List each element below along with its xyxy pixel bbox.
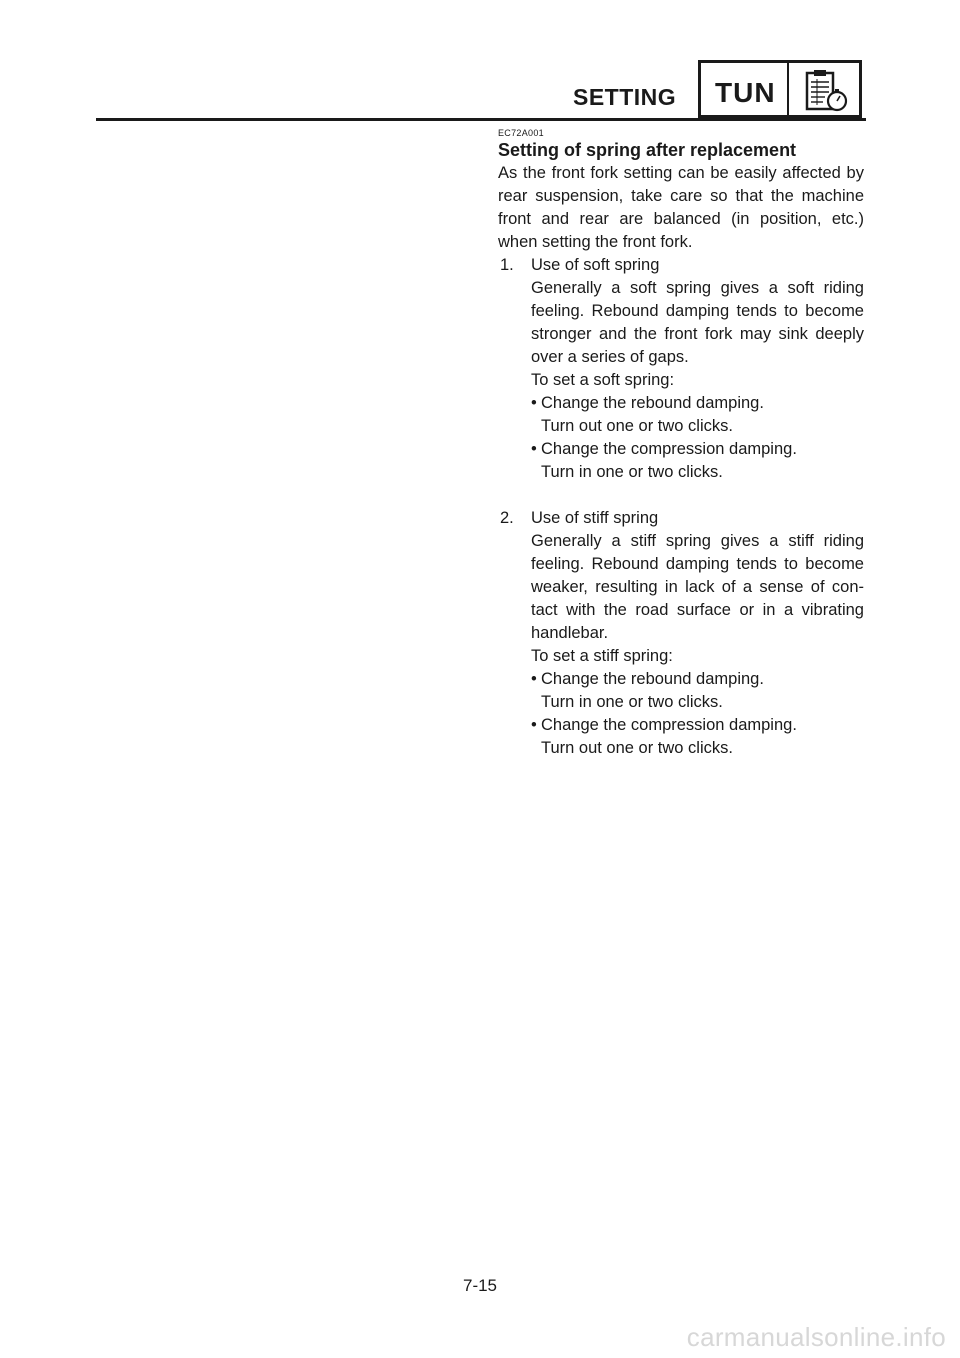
header-rule bbox=[96, 118, 866, 121]
chapter-tab-label: TUN bbox=[715, 77, 776, 108]
section-title: SETTING bbox=[573, 84, 677, 110]
list-item-number: 1. bbox=[500, 256, 514, 274]
chapter-tab-divider bbox=[787, 63, 789, 115]
chapter-tab bbox=[698, 60, 862, 118]
bullet-text: Change the rebound damping. bbox=[541, 394, 764, 412]
bullet-subtext: Turn in one or two clicks. bbox=[541, 693, 723, 711]
list-item-number: 2. bbox=[500, 509, 514, 527]
bullet-icon: • bbox=[531, 394, 537, 412]
bullet-icon: • bbox=[531, 670, 537, 688]
bullet-text: Change the rebound damping. bbox=[541, 670, 764, 688]
list-item bbox=[498, 507, 864, 760]
section-heading: Setting of spring after replacement bbox=[498, 140, 797, 160]
bullet-item bbox=[531, 392, 864, 415]
list-item-setup-label: To set a soft spring: bbox=[531, 371, 675, 389]
bullet-item bbox=[531, 714, 864, 737]
list-item-setup-label: To set a stiff spring: bbox=[531, 647, 673, 665]
bullet-item bbox=[531, 668, 864, 691]
bullet-subtext: Turn in one or two clicks. bbox=[541, 463, 723, 481]
page-number: 7-15 bbox=[462, 1276, 498, 1295]
list-item-description: Generally a soft spring gives a soft riding feeling. Rebound damping tends to become stronger and the front fork may sink deeply over a series of gaps. bbox=[531, 279, 864, 366]
bullet-text: Change the compression damping. bbox=[541, 440, 797, 458]
list-item bbox=[498, 254, 864, 484]
bullet-icon: • bbox=[531, 440, 537, 458]
list-item-description: Generally a stiff spring gives a stiff riding feeling. Rebound damping tends to become weaker, resulting in lack of a sense of con-tact with the road surface or in a vibrating handlebar. bbox=[531, 532, 864, 642]
list-item-title: Use of soft spring bbox=[531, 256, 660, 274]
bullet-item bbox=[531, 438, 864, 461]
main-content bbox=[498, 128, 864, 760]
intro-paragraph: As the front fork setting can be easily affected by rear suspension, take care so that the machine front and rear are balanced (in position, etc.) when setting the front fork. bbox=[498, 164, 864, 251]
section-code: EC72A001 bbox=[498, 128, 544, 138]
spacer bbox=[498, 484, 864, 507]
bullet-subtext: Turn out one or two clicks. bbox=[541, 417, 733, 435]
list-item-title: Use of stiff spring bbox=[531, 509, 659, 527]
watermark: carmanualsonline.info bbox=[686, 1322, 946, 1352]
bullet-icon: • bbox=[531, 716, 537, 734]
bullet-subtext: Turn out one or two clicks. bbox=[541, 739, 733, 757]
clipboard-stopwatch-icon bbox=[801, 67, 851, 113]
bullet-text: Change the compression damping. bbox=[541, 716, 797, 734]
